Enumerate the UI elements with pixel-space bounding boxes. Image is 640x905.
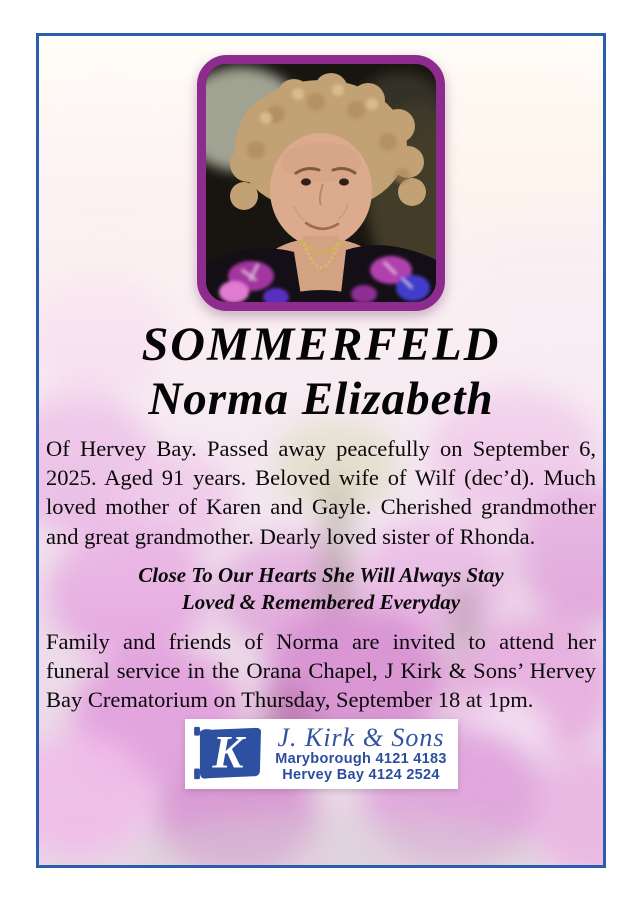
phone-maryborough: Maryborough 4121 4183	[275, 751, 447, 768]
phone-hervey-bay: Hervey Bay 4124 2524	[282, 767, 440, 784]
given-names-title: Norma Elizabeth	[148, 372, 494, 425]
monogram-flag-icon	[191, 724, 265, 784]
funeral-home-text	[273, 725, 450, 783]
funeral-home-name: J. Kirk & Sons	[277, 723, 445, 753]
portrait-illustration	[206, 64, 436, 302]
svg-text:K: K	[212, 727, 243, 779]
memorial-verse	[39, 562, 603, 618]
attendance-paragraph: Family and friends of Norma are invited to attend her funeral service in the Orana Chapel, J Kirk & Sons’ Hervey Bay Crematorium on Thursday, September 18 at 1pm.	[46, 629, 596, 713]
portrait-photo	[197, 55, 445, 311]
funeral-home-logo	[185, 719, 458, 789]
card-content	[39, 36, 603, 865]
verse-line-2: Loved & Remembered Everyday	[181, 590, 461, 615]
surname-title: SOMMERFELD	[141, 318, 501, 371]
verse-line-1: Close To Our Hearts She Will Always Stay	[138, 562, 504, 587]
obituary-paragraph: Of Hervey Bay. Passed away peacefully on September 6, 2025. Aged 91 years. Beloved wife of Wilf (dec’d). Much loved mother of Karen and Gayle. Cherished grandmother and great grandmother. Dearly loved sister of Rhonda.	[46, 436, 596, 549]
card-frame	[36, 33, 606, 868]
